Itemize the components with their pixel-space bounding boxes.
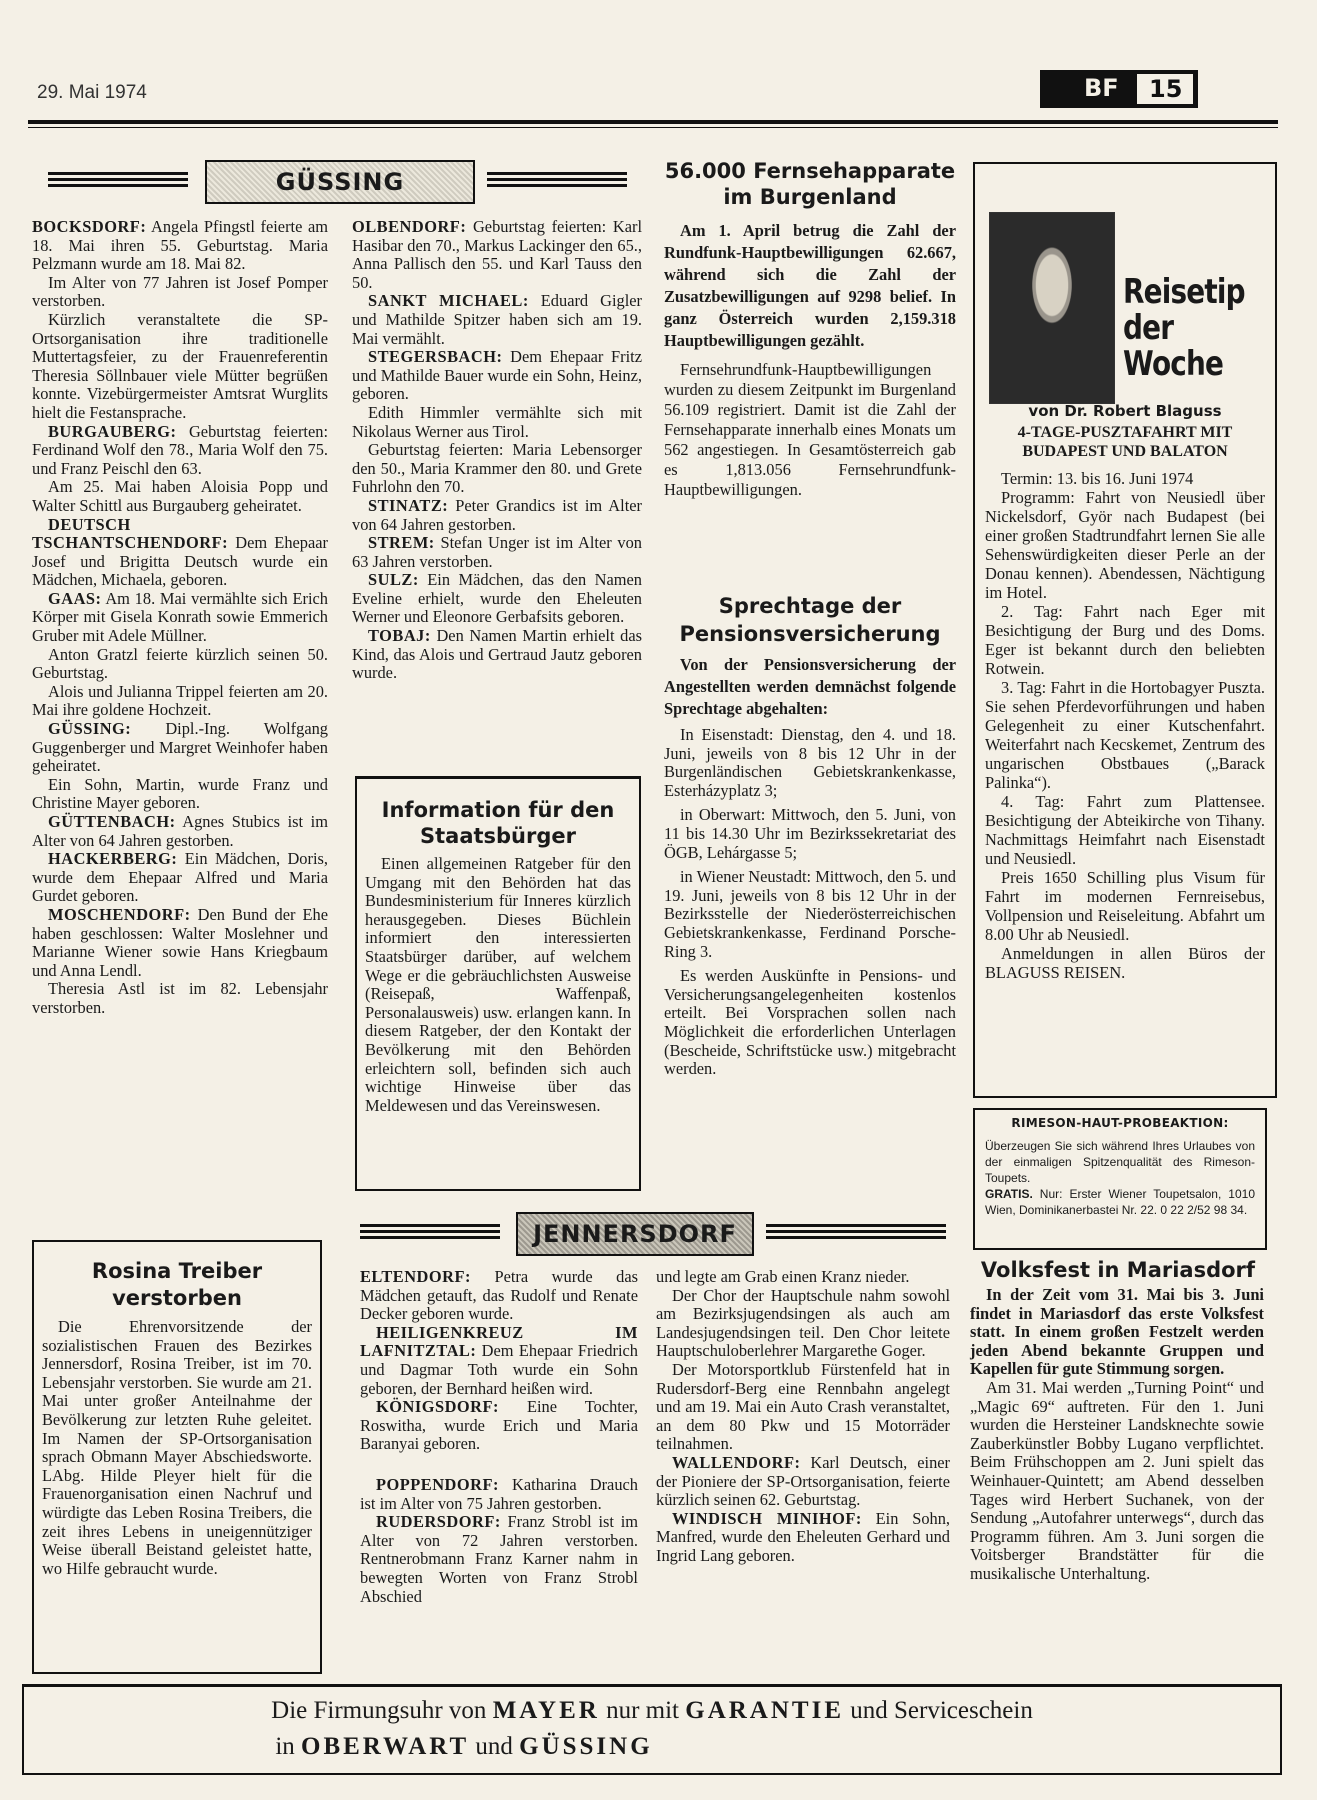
travel-para: 2. Tag: Fahrt nach Eger mit Besichtigung der Burg und des Doms. Eger ist bekannt durch den beliebten Rotwein. — [985, 602, 1265, 678]
rimeson-ad — [973, 1108, 1267, 1250]
news-item: GAAS: Am 18. Mai vermählte sich Erich Körper mit Gisela Konrath sowie Emmerich Gruber mit Adele Müllner. — [32, 588, 328, 646]
news-item: Edith Himmler vermählte sich mit Nikolaus Werner aus Tirol. — [352, 402, 642, 441]
travel-para: 3. Tag: Fahrt in die Hortobagyer Puszta. Sie sehen Pferdevorführungen und haben Gelegenheit zu einer Kutschenfahrt. Weiterfahrt nach Kecskemet, Zentrum des ungarischen Obstbaues („Barack Palinka“). — [985, 678, 1265, 792]
news-item: Kürzlich veranstaltete die SP-Ortsorganisation ihre traditionelle Muttertagsfeier, zu der Frauenreferentin Theresia Söllnbauer viele Mütter begrüßen konnte. Vizebürgermeister Amtsrat Wurglits hielt die Festansprache. — [32, 309, 328, 422]
travel-title: Reisetip der Woche — [1123, 272, 1245, 384]
page-date: 29. Mai 1974 — [37, 82, 147, 103]
news-item: RUDERSDORF: Franz Strobl ist im Alter von 72 Jahren verstorben. Rentnerobmann Franz Karner nahm in bewegten Worten von Franz Strobl Abschied — [360, 1512, 638, 1606]
footer-ad — [22, 1684, 1282, 1775]
news-item: Am 25. Mai haben Aloisia Popp und Walter Schittl aus Burgauberg geheiratet. — [32, 477, 328, 515]
tv-body: Fernsehrundfunk-Hauptbewilligungen wurden zu diesem Zeitpunkt im Burgenland 56.109 registriert. Damit ist die Zahl der Fernsehapparate innerhalb eines Monats um 562 angestiegen. In Gesamtösterreich gab es 1,813.056 Fernsehrundfunk-Hauptbewilligungen. — [664, 360, 956, 499]
travel-para: Programm: Fahrt von Neusiedl über Nickelsdorf, Györ nach Budapest (bei einer großen Stadtrundfahrt lernen Sie alle Sehenswürdigkeiten dieser Perle an der Donau kennen). Abendessen, Nächtigung im Hotel. — [985, 488, 1265, 602]
news-item: HACKERBERG: Ein Mädchen, Doris, wurde dem Ehepaar Alfred und Maria Gurdet geboren. — [32, 849, 328, 906]
column-guessing-2 — [352, 218, 642, 683]
news-item: OLBENDORF: Geburtstag feierten: Karl Hasibar den 70., Markus Lackinger den 65., Anna Pallisch den 55. und Karl Tauss den 50. — [352, 217, 642, 292]
obituary-body: Die Ehrenvorsitzende der sozialistischen Frauen des Bezirkes Jennersdorf, Rosina Treiber, ist im 70. Lebensjahr verstorben. Sie wurde am 21. Mai unter großer Anteilnahme der Bevölkerung zur letzten Ruhe geleitet. Im Namen der SP-Ortsorganisation sprach Obmann Mayer Abschiedsworte. LAbg. Hilde Pleyer hielt für die Frauenorganisation einen Nachruf und würdigte das Leben Rosina Treibers, die zeit ihres Lebens in uneigennütziger Weise überall Beistand geleistet hatte, wo Hilfe gebraucht wurde. — [42, 1317, 312, 1578]
page-number: 15 — [1149, 75, 1183, 103]
travel-subtitle: 4-TAGE-PUSZTAFAHRT MIT BUDAPEST UND BALATON — [1017, 424, 1233, 460]
news-item: Im Alter von 77 Jahren ist Josef Pomper verstorben. — [32, 272, 328, 311]
news-item: BURGAUBERG: Geburtstag feierten: Ferdinand Wolf den 78., Maria Wolf den 75. und Franz Peischl den 63. — [32, 421, 328, 478]
tv-headline: 56.000 Fernsehapparate im Burgenland — [664, 159, 956, 209]
travel-para: Preis 1650 Schilling plus Visum für Fahrt im modernen Fernreisebus, Vollpension und Reiseleitung. Abfahrt um 8.00 Uhr ab Neusiedl. — [985, 868, 1265, 944]
news-item: Anton Gratzl feierte kürzlich seinen 50. Geburtstag. — [32, 644, 328, 683]
news-item: HEILIGENKREUZ IM LAFNITZTAL: Dem Ehepaar Friedrich und Dagmar Toth wurde ein Sohn geboren, der Bernhard heißen wird. — [360, 1322, 638, 1398]
info-box-body: Einen allgemeinen Ratgeber für den Umgang mit den Behörden hat das Bundesministerium für Inneres kürzlich herausgegeben. Dieses Büchlein informiert den interessierten Staatsbürger darüber, auf welchem Wege er die gebräuchlichsten Ausweise (Reisepaß, Waffenpaß, Personalausweis) usw. erlangen kann. In diesem Ratgeber, der den Kontakt der Bevölkerung mit den Behörden erleichtern soll, befinden sich auch wichtige Hinweise über das Meldewesen und das Vereinswesen. — [365, 854, 631, 1115]
column-jennersdorf-1 — [360, 1268, 638, 1606]
news-item: GÜTTENBACH: Agnes Stubics ist im Alter von 64 Jahren gestorben. — [32, 812, 328, 850]
news-item: Der Motorsportklub Fürstenfeld hat in Rudersdorf-Berg eine Rennbahn angelegt und am 19. Mai ein Auto Crash veranstaltet, an dem 80 Pkw und 15 Motorräder teilnahmen. — [656, 1359, 950, 1454]
pension-para: in Oberwart: Mittwoch, den 5. Juni, von 11 bis 14.30 Uhr im Bezirkssekretariat des ÖGB, Lehárgasse 5; — [664, 805, 956, 862]
news-item: Der Chor der Hauptschule nahm sowohl am Bezirksjugendsingen als auch am Landesjugendsingen teil. Den Chor leitete Hauptschuloberlehrer Margarethe Goger. — [656, 1285, 950, 1361]
volksfest-body: Am 31. Mai werden „Turning Point“ und „Magic 69“ auftreten. Für den 1. Juni wurden die Hersteiner Landsknechte sowie Zauberkünstler Bobby Lugano verpflichtet. Beim Frühschoppen am 2. Juni spielt das Weinhauer-Quintett; am Abend desselben Tages wird Herbert Suchanek, von der Sendung „Autofahrer unterwegs“, durch das Programm führen. Am 3. Juni sorgen die Voitsberger Brandstätter für die musikalische Unterhaltung. — [970, 1377, 1264, 1583]
portrait-photo — [989, 212, 1115, 404]
news-item: STREM: Stefan Unger ist im Alter von 63 Jahren verstorben. — [352, 533, 642, 571]
pension-article — [664, 654, 956, 1079]
section-lines-left — [360, 1224, 500, 1240]
column-guessing-1 — [32, 218, 328, 1018]
info-box-title: Information für den Staatsbürger — [381, 798, 615, 848]
travel-byline: von Dr. Robert Blaguss — [1028, 402, 1222, 420]
section-lines-right — [766, 1224, 946, 1240]
tv-intro: Am 1. April betrug die Zahl der Rundfunk-Hauptbewilligungen 62.667, während sich die Zahl der Zusatzbewilligungen auf 9298 belief. In ganz Österreich wurden 2,159.318 Hauptbewilligungen gezählt. — [664, 221, 956, 350]
section-banner-jennersdorf: JENNERSDORF — [516, 1212, 754, 1256]
news-item: STEGERSBACH: Dem Ehepaar Fritz und Mathilde Bauer wurde ein Sohn, Heinz, geboren. — [352, 347, 642, 404]
news-item: Alois und Julianna Trippel feierten am 20. Mai ihre goldene Hochzeit. — [32, 681, 328, 720]
pension-headline: Sprechtage der Pensionsversicherung — [679, 594, 941, 646]
news-item: BOCKSDORF: Angela Pfingstl feierte am 18. Mai ihren 55. Geburtstag. Maria Pelzmann wurde am 18. Mai 82. — [32, 217, 328, 274]
header-rule — [28, 120, 1278, 124]
travel-body — [985, 469, 1265, 982]
news-item: ELTENDORF: Petra wurde das Mädchen getauft, das Rudolf und Renate Decker geboren wurde. — [360, 1267, 638, 1324]
footer-ad-line-1: Die Firmungsuhr von MAYER nur mit GARANTIE und Serviceschein — [271, 1697, 1033, 1724]
brand-badge — [1040, 70, 1198, 108]
info-box — [355, 776, 641, 1191]
news-item: Theresia Astl ist im 82. Lebensjahr verstorben. — [32, 979, 328, 1017]
news-item: KÖNIGSDORF: Eine Tochter, Roswitha, wurde Erich und Maria Baranyai geboren. — [360, 1397, 638, 1454]
travel-term: Termin: 13. bis 16. Juni 1974 — [1001, 469, 1194, 488]
section-lines-left — [48, 172, 188, 188]
column-jennersdorf-2 — [656, 1268, 950, 1566]
news-item: MOSCHENDORF: Den Bund der Ehe haben geschlossen: Walter Moslehner und Marianne Wiener sowie Hans Kriegbaum und Anna Lendl. — [32, 904, 328, 980]
news-item: TOBAJ: Den Namen Martin erhielt das Kind, das Alois und Gertraud Jautz geboren wurde. — [352, 626, 642, 683]
volksfest-headline: Volksfest in Mariasdorf — [980, 1258, 1256, 1282]
pension-para: in Wiener Neustadt: Mittwoch, den 5. und 19. Juni, jeweils von 8 bis 12 Uhr in der Bezirksstelle der Niederösterreichischen Gebietskrankenkasse, Ferdinand Porsche-Ring 3. — [664, 867, 956, 961]
news-item: GÜSSING: Dipl.-Ing. Wolfgang Guggenberger und Margret Weinhofer haben geheiratet. — [32, 719, 328, 776]
pension-intro: Von der Pensionsversicherung der Angestellten werden demnächst folgende Sprechtage abgehalten: — [664, 655, 956, 718]
pension-para: In Eisenstadt: Dienstag, den 4. und 18. Juni, jeweils von 8 bis 12 Uhr in der Burgenländischen Gebietskrankenkasse, Esterházyplatz 3; — [664, 725, 956, 800]
section-banner-guessing: GÜSSING — [205, 160, 475, 204]
rimeson-title: RIMESON-HAUT-PROBEAKTION: — [1011, 1116, 1229, 1130]
obituary-title: Rosina Treiber verstorben — [91, 1259, 263, 1310]
footer-ad-line-2: in OBERWART und GÜSSING — [275, 1733, 653, 1760]
section-lines-right — [487, 172, 627, 188]
news-item: SULZ: Ein Mädchen, das den Namen Eveline erhielt, wurde den Eheleuten Werner und Eleonore Gerbafsits geboren. — [352, 570, 642, 627]
news-item: POPPENDORF: Katharina Drauch ist im Alter von 75 Jahren gestorben. — [360, 1474, 638, 1513]
news-item: WALLENDORF: Karl Deutsch, einer der Pioniere der SP-Ortsorganisation, feierte kürzlich seinen 62. Geburtstag. — [656, 1452, 950, 1510]
news-item: STINATZ: Peter Grandics ist im Alter von 64 Jahren gestorben. — [352, 495, 642, 534]
page-number-box — [1136, 73, 1194, 105]
news-item: DEUTSCH TSCHANTSCHENDORF: Dem Ehepaar Josef und Brigitta Deutsch wurde ein Mädchen, Michaela, geboren. — [32, 514, 328, 590]
news-item: und legte am Grab einen Kranz nieder. — [656, 1267, 910, 1286]
news-item: SANKT MICHAEL: Eduard Gigler und Mathilde Spitzer haben sich am 19. Mai vermählt. — [352, 291, 642, 348]
tv-article — [664, 220, 956, 500]
brand-logo: BF — [1084, 74, 1119, 102]
header-rule-thin — [28, 127, 1278, 128]
news-item: WINDISCH MINIHOF: Ein Sohn, Manfred, wurde den Eheleuten Gerhard und Ingrid Lang geboren. — [656, 1508, 951, 1565]
travel-para: 4. Tag: Fahrt zum Plattensee. Besichtigung der Abteikirche von Tihany. Nachmittags Heimfahrt nach Eisenstadt und Neusiedl. — [985, 792, 1265, 868]
travel-box — [973, 162, 1277, 1098]
volksfest-article — [970, 1286, 1264, 1584]
rimeson-text: Überzeugen Sie sich während Ihres Urlaubes von der einmaligen Spitzenqualität des Rimeson-Toupets. GRATIS. Nur: Erster Wiener Toupetsalon, 1010 Wien, Dominikanerbastei Nr. 22. 0 22 2/52 98 34. — [985, 1139, 1255, 1217]
news-item: Ein Sohn, Martin, wurde Franz und Christine Mayer geboren. — [32, 774, 328, 813]
volksfest-intro: In der Zeit vom 31. Mai bis 3. Juni findet in Mariasdorf das erste Volksfest statt. In einem großen Festzelt werden jeden Abend bekannte Gruppen und Kapellen für gute Stimmung sorgen. — [970, 1285, 1264, 1379]
pension-para: Es werden Auskünfte in Pensions- und Versicherungsangelegenheiten kostenlos erteilt. Bei Vorsprachen sollen nach Möglichkeit die erforderlichen Unterlagen (Bescheide, Schriftstücke usw.) mitgebracht werden. — [664, 966, 956, 1079]
news-item: Geburtstag feierten: Maria Lebensorger den 50., Maria Krammer den 80. und Grete Fuhrlohn den 70. — [352, 440, 642, 497]
obituary-box — [32, 1240, 322, 1674]
travel-para: Anmeldungen in allen Büros der BLAGUSS REISEN. — [985, 944, 1265, 982]
